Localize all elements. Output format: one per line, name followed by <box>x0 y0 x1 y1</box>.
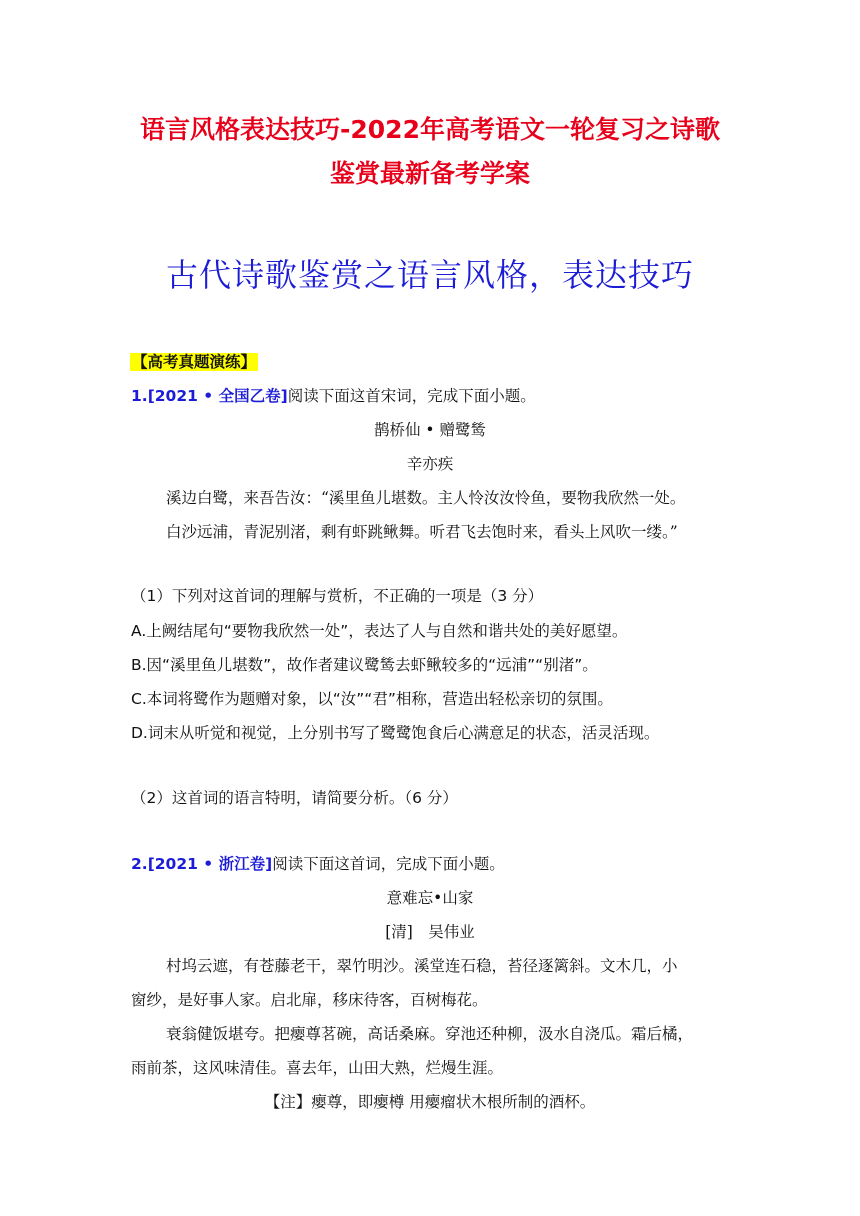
question-2-header <box>131 853 505 875</box>
poem-2-line-1: 村坞云遮，有苍藤老干，翠竹明沙。溪堂连石稳，苔径逐篱斜。文木几，小 <box>166 957 678 975</box>
poem-2-note: 【注】瘿尊，即瘿樽 用瘿瘤状木根所制的酒杯。 <box>264 1093 596 1111</box>
poem-2-line-4: 雨前茶，这风味清佳。喜去年，山田大熟，烂熳生涯。 <box>131 1059 504 1077</box>
question-1-number: 1. <box>131 387 148 405</box>
poem-2-author: [清] 吴伟业 <box>385 923 475 941</box>
poem-1-author: 辛亦疾 <box>406 455 454 473</box>
question-1-sub-1: （1）下列对这首词的理解与赏析，不正确的一项是（3 分） <box>131 587 544 605</box>
question-1-sub-2: （2）这首词的语言特明，请简要分析。（6 分） <box>131 789 458 807</box>
poem-2-line-3: 衰翁健饭堪夸。把瘿尊茗碗，高话桑麻。穿池还种柳，汲水自浇瓜。霜后橘， <box>166 1025 694 1043</box>
question-2-source: [2021 • 浙江卷] <box>147 855 273 873</box>
document-title-line-2: 鉴赏最新备考学案 <box>329 159 530 188</box>
document-title-line-1: 语言风格表达技巧-2022年高考语文一轮复习之诗歌 <box>140 115 720 144</box>
question-2-number: 2. <box>131 855 148 873</box>
section-tag: 【高考真题演练】 <box>132 353 257 371</box>
question-1-option-d: D.词末从听觉和视觉，上分别书写了鹭鹭饱食后心满意足的状态，活灵活现。 <box>131 724 660 742</box>
question-1-source: [2021 • 全国乙卷] <box>147 387 288 405</box>
poem-1-line-2: 白沙远浦，青泥别渚，剩有虾跳鳅舞。听君飞去饱时来，看头上风吹一缕。” <box>166 523 678 541</box>
poem-1-line-1: 溪边白鹭，来吾告汝：“溪里鱼儿堪数。主人怜汝汝怜鱼，要物我欣然一处。 <box>166 489 686 507</box>
question-1-option-b: B.因“溪里鱼儿堪数”，故作者建议鹭鸶去虾鳅较多的“远浦”“别渚”。 <box>131 656 598 674</box>
poem-1-title: 鹊桥仙 • 赠鹭鸶 <box>374 421 486 439</box>
question-1-option-c: C.本词将鹭作为题赠对象，以“汝”“君”相称，营造出轻松亲切的氛围。 <box>131 690 613 708</box>
poem-2-line-2: 窗纱，是好事人家。启北扉，移床待客，百树梅花。 <box>131 991 488 1009</box>
question-1-option-a: A.上阙结尾句“要物我欣然一处”，表达了人与自然和谐共处的美好愿望。 <box>131 622 628 640</box>
poem-2-title: 意难忘•山家 <box>386 889 474 907</box>
question-1-header <box>131 385 536 407</box>
question-1-prompt: 阅读下面这首宋词，完成下面小题。 <box>287 387 536 405</box>
section-heading <box>130 351 258 373</box>
question-2-prompt: 阅读下面这首词，完成下面小题。 <box>272 855 505 873</box>
document-subtitle: 古代诗歌鉴赏之语言风格，表达技巧 <box>165 256 694 294</box>
